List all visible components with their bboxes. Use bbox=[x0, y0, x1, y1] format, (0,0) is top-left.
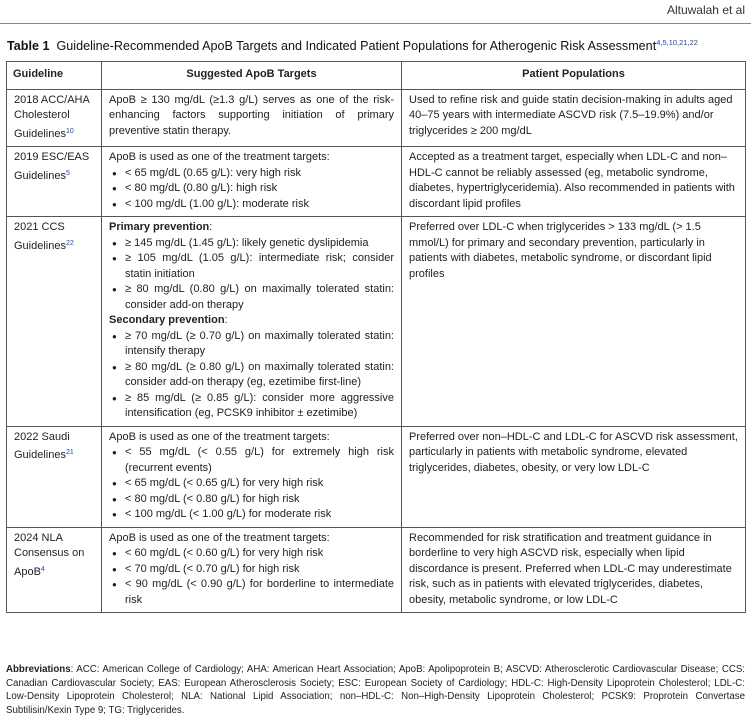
header-rule bbox=[0, 23, 751, 24]
target-item: ● < 90 mg/dL (< 0.90 g/L) for borderline to intermediate risk bbox=[109, 577, 394, 608]
guideline-cell: 2019 ESC/EAS Guidelines$^5$ bbox=[7, 147, 102, 217]
guideline-ref[interactable]: 5 bbox=[65, 169, 70, 177]
target-item: ● < 100 mg/dL (1.00 g/L): moderate risk bbox=[109, 197, 394, 213]
guideline-ref[interactable]: 22 bbox=[65, 239, 74, 247]
target-item: ● ≥ 85 mg/dL (≥ 0.85 g/L): consider more aggressive intensification (eg, PCSK9 inhibitor ± ezetimibe) bbox=[109, 391, 394, 422]
abbreviations-footnote bbox=[6, 663, 745, 717]
table-caption bbox=[7, 38, 747, 53]
targets-list bbox=[109, 445, 394, 523]
targets-intro: ApoB is used as one of the treatment targets: bbox=[109, 430, 330, 443]
guideline-table bbox=[6, 61, 746, 613]
caption-text: Guideline-Recommended ApoB Targets and Indicated Patient Populations for Atherogenic Risk Assessment bbox=[56, 39, 657, 53]
primary-list bbox=[109, 236, 394, 314]
target-item: ● ≥ 80 mg/dL (≥ 0.80 g/L) on maximally tolerated statin: consider add-on therapy (eg, ezetimibe first-line) bbox=[109, 360, 394, 391]
footnote-text: : ACC: American College of Cardiology; AHA: American Heart Association; ApoB: Apolipoprotein B; ASCVD: Atherosclerotic Cardiovascular Disease; CCS: Canadian Cardiovascular Society; EAS: European Atherosclerosis Society; ESC: European Society of Cardiology; HDL-C: High-Density Lipoprotein Cholesterol; LDL-C: Low-Density Lipoprotein Cholesterol; NLA: National Lipid Association; non–HDL-C: Non–High-Density Lipoprotein Cholesterol; PCSK9: Proprotein Convertase Subtilisin/Kexin Type 9; TG: Triglycerides. bbox=[6, 664, 745, 716]
target-item: ● ≥ 105 mg/dL (1.05 g/L): intermediate risk; consider statin initiation bbox=[109, 251, 394, 282]
guideline-ref[interactable]: 21 bbox=[65, 449, 74, 456]
table-row bbox=[7, 89, 746, 147]
guideline-cell: 2024 NLA Consensus on ApoB$^4$ bbox=[7, 527, 102, 613]
targets-list bbox=[109, 546, 394, 608]
population-cell: Accepted as a treatment target, especially when LDL-C and non–HDL-C cannot be reliably assessed (eg, metabolic syndrome, diabetes, hypertriglyceridemia). Also recommended in patients with discordant lipid profiles bbox=[402, 147, 746, 217]
caption-refs[interactable]: 4,5,10,21,22 bbox=[656, 38, 698, 47]
population-cell: Preferred over LDL-C when triglycerides > 133 mg/dL (> 1.5 mmol/L) for primary and secondary prevention, particularly in patients with diabetes, metabolic syndrome, or discordant lipid profiles bbox=[402, 217, 746, 427]
targets-cell bbox=[102, 217, 402, 427]
target-item: ● < 65 mg/dL (0.65 g/L): very high risk bbox=[109, 166, 394, 182]
target-item: ● < 65 mg/dL (< 0.65 g/L) for very high risk bbox=[109, 476, 394, 492]
targets-list bbox=[109, 166, 394, 213]
primary-prevention-heading: Primary prevention: bbox=[109, 221, 213, 233]
target-item: ● < 100 mg/dL (< 1.00 g/L) for moderate risk bbox=[109, 507, 394, 523]
target-item: ● < 80 mg/dL (0.80 g/L): high risk bbox=[109, 181, 394, 197]
targets-cell bbox=[102, 89, 402, 147]
header-populations: Patient Populations bbox=[402, 62, 746, 90]
secondary-prevention-heading: Secondary prevention: bbox=[109, 314, 228, 326]
target-item: ● < 70 mg/dL (< 0.70 g/L) for high risk bbox=[109, 562, 394, 578]
running-header-author: Altuwalah et al bbox=[666, 3, 745, 17]
table-row bbox=[7, 147, 746, 217]
target-item: ● ≥ 70 mg/dL (≥ 0.70 g/L) on maximally tolerated statin: intensify therapy bbox=[109, 329, 394, 360]
targets-cell bbox=[102, 426, 402, 527]
population-cell: Recommended for risk stratification and treatment guidance in borderline to very high ASCVD risk, especially when lipid discordance is present. Preferred when LDL-C may underestimate risk, such as in patients with elevated triglycerides, diabetes, obesity, metabolic syndrome, or low LDL-C bbox=[402, 527, 746, 613]
targets-intro: ApoB ≥ 130 mg/dL (≥1.3 g/L) serves as one of the risk-enhancing factors supporting initiation of primary preventive statin therapy. bbox=[109, 93, 394, 137]
table-header-row bbox=[7, 62, 746, 90]
target-item: ● ≥ 145 mg/dL (1.45 g/L): likely genetic dyslipidemia bbox=[109, 236, 394, 252]
target-item: ● ≥ 80 mg/dL (0.80 g/L) on maximally tolerated statin: consider add-on therapy bbox=[109, 282, 394, 313]
guideline-ref[interactable]: 4 bbox=[40, 565, 45, 573]
targets-cell bbox=[102, 147, 402, 217]
population-cell: Preferred over non–HDL-C and LDL-C for ASCVD risk assessment, particularly in patients with metabolic syndrome, elevated triglycerides, diabetes, obesity, or very low LDL-C bbox=[402, 426, 746, 527]
table-row bbox=[7, 217, 746, 427]
table-row bbox=[7, 426, 746, 527]
guideline-ref[interactable]: 10 bbox=[65, 127, 74, 135]
secondary-list bbox=[109, 329, 394, 422]
guideline-cell: 2021 CCS Guidelines$^{22}$ bbox=[7, 217, 102, 427]
target-item: ● < 55 mg/dL (< 0.55 g/L) for extremely high risk (recurrent events) bbox=[109, 445, 394, 476]
header-guideline: Guideline bbox=[7, 62, 102, 90]
header-targets: Suggested ApoB Targets bbox=[102, 62, 402, 90]
footnote-label: Abbreviations bbox=[6, 664, 71, 675]
target-item: ● < 60 mg/dL (< 0.60 g/L) for very high risk bbox=[109, 546, 394, 562]
guideline-cell: 2018 ACC/AHA Cholesterol Guidelines$^{10}$ bbox=[7, 89, 102, 147]
population-cell: Used to refine risk and guide statin decision-making in adults aged 40–75 years with intermediate ASCVD risk (7.5–19.9%) and/or triglycerides ≥ 200 mg/dL bbox=[402, 89, 746, 147]
targets-intro: ApoB is used as one of the treatment targets: bbox=[109, 151, 330, 163]
targets-cell bbox=[102, 527, 402, 613]
caption-label: Table 1 bbox=[7, 39, 50, 53]
target-item: ● < 80 mg/dL (< 0.80 g/L) for high risk bbox=[109, 492, 394, 508]
guideline-cell: 2022 Saudi Guidelines$^{21}$ bbox=[7, 426, 102, 527]
table-row bbox=[7, 527, 746, 613]
targets-intro: ApoB is used as one of the treatment targets: bbox=[109, 531, 330, 544]
